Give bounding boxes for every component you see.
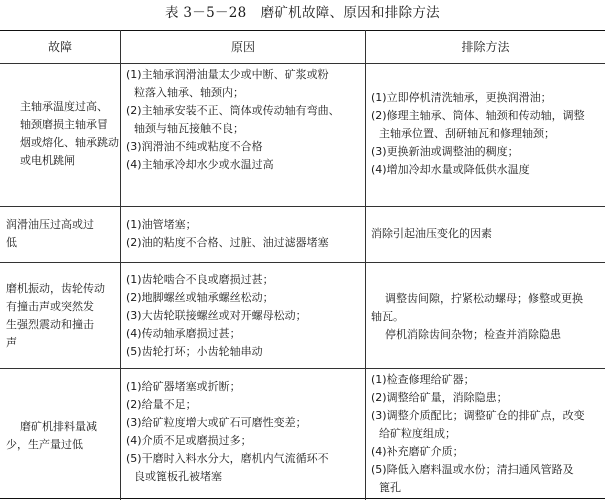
table-bottom-rule <box>0 498 605 499</box>
header-rule <box>0 63 605 64</box>
column-divider <box>365 30 366 500</box>
row-1-fault: 主轴承温度过高、 轴颈磨损主轴承冒 烟或熔化、轴承跳动 或电机跳闸 <box>20 100 119 167</box>
row-3-remedy: 调整齿间隙，拧紧松动螺母；修整或更换 轴瓦。 停机消除齿间杂物；检查并消除隐患 <box>371 292 583 341</box>
row-3-fault: 磨机振动，齿轮传动 有撞击声或突然发 生强烈震动和撞击 声 <box>6 282 105 349</box>
row-2-remedy: 消除引起油压变化的因素 <box>371 227 492 240</box>
header-cause: 原因 <box>230 40 255 54</box>
row-3-cause: (1)齿轮啮合不良或磨损过甚； (2)地脚螺丝或轴承螺丝松动； (3)大齿轮联接螺丝或对开螺母松动； (4)传动轴承磨损过甚； (5)齿轮打坏；小齿轮轴串动 <box>126 273 307 358</box>
header-remedy: 排除方法 <box>461 40 510 54</box>
row-2-cause: (1)油管堵塞； (2)油的粘度不合格、过脏、油过滤器堵塞 <box>126 218 329 249</box>
row-1-remedy: (1)立即停机清洗轴承，更换润滑油； (2)修理主轴承、筒体、轴颈和传动轴，调整 主轴承位置、刮研轴瓦和修理轴颈； (3)更换新油或调整油的稠度； (4)增加冷却水量或降低供水温度 <box>371 91 585 176</box>
table-number: 表 3－5－28 <box>165 5 247 21</box>
table-caption <box>0 2 605 24</box>
row-divider <box>0 206 605 207</box>
header-fault: 故障 <box>47 40 72 54</box>
row-divider <box>0 368 605 369</box>
row-4-cause: (1)给矿器堵塞或折断； (2)给量不足； (3)给矿粒度增大或矿石可磨性变差； (4)介质不足或磨损过多； (5)干磨时入料水分大，磨机内气流循环不 良或篦板孔被堵塞 <box>126 380 329 483</box>
fault-table <box>0 30 605 500</box>
table-title: 磨矿机故障、原因和排除方法 <box>260 5 440 21</box>
row-1-cause: (1)主轴承润滑油量太少或中断、矿浆或粉 粒落入轴承、轴颈内； (2)主轴承安装不正、筒体或传动轴有弯曲、 轴颈与轴瓦接触不良； (3)润滑油不纯或粘度不合格 (4)主轴承冷却水少或水温过高 <box>126 68 340 171</box>
row-4-remedy: (1)检查修理给矿器； (2)调整给矿量，消除隐患； (3)调整介质配比；调整矿仓的排矿点，改变 给矿粒度组成； (4)补充磨矿介质； (5)降低入磨料温或水份；清扫通风管路及 篦孔 <box>371 373 585 494</box>
row-4-fault: 磨矿机排料量减 少，生产量过低 <box>6 420 97 451</box>
column-divider <box>120 30 121 500</box>
row-divider <box>0 262 605 263</box>
row-2-fault: 润滑油压过高或过 低 <box>6 218 94 249</box>
